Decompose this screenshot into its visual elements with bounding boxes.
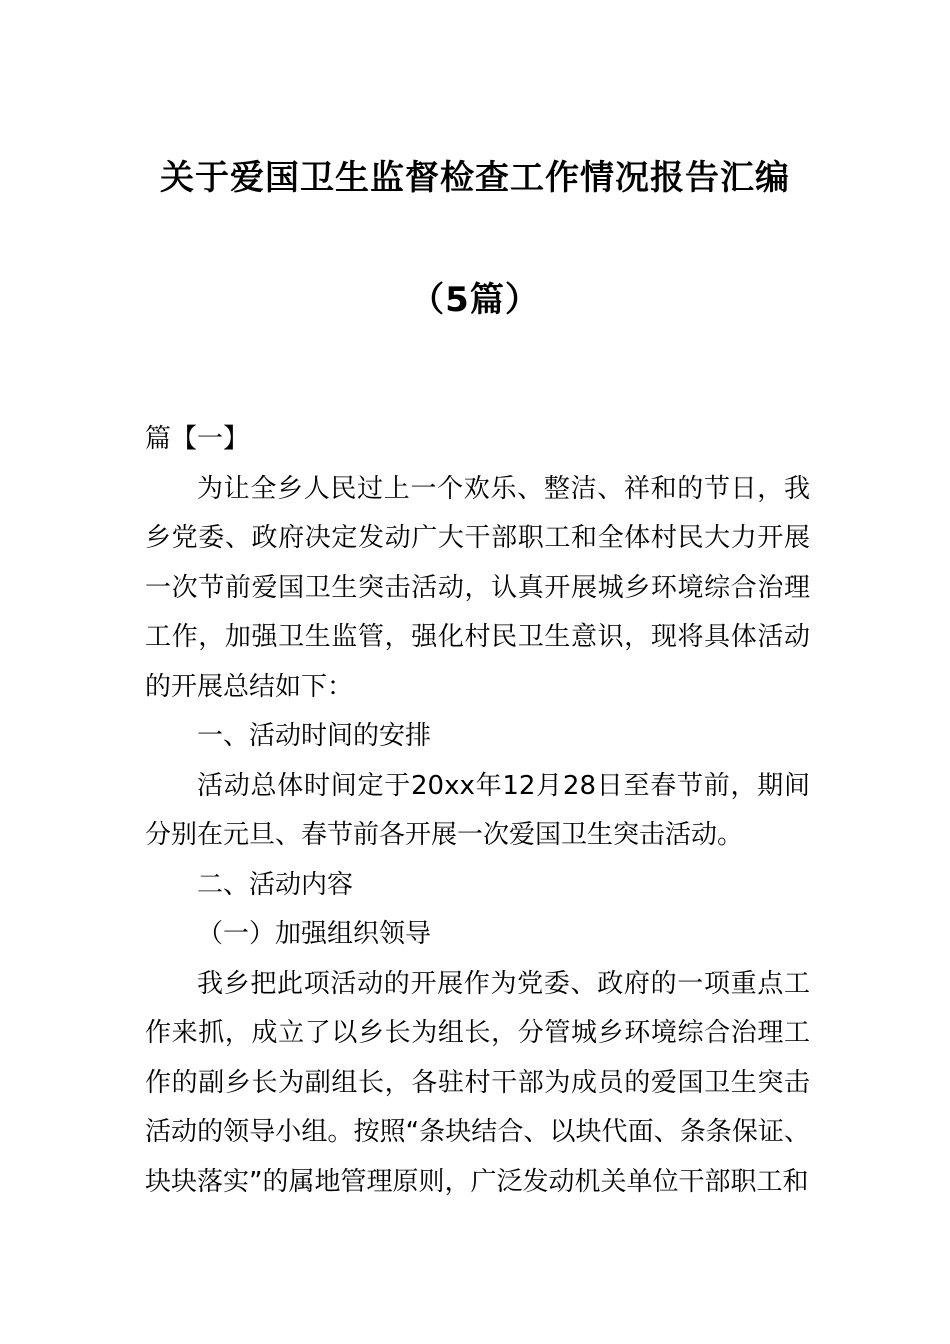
paragraph-activity-time: 活动总体时间定于20xx年12月28日至春节前，期间分别在元旦、春节前各开展一次爱国卫生突击活动。 (145, 770, 810, 850)
document-title: 关于爱国卫生监督检查工作情况报告汇编 (160, 158, 790, 198)
paragraph-organization: 我乡把此项活动的开展作为党委、政府的一项重点工作来抓，成立了以乡长为组长，分管城乡环境综合治理工作的副乡长为副组长，各驻村干部为成员的爱国卫生突击活动的领导小组。按照“条块结合、以块代面、条条保证、块块落实”的属地管理原则，广泛发动机关单位干部职工和 (145, 968, 810, 1197)
heading-activity-time: 一、活动时间的安排 (197, 721, 432, 751)
section-label: 篇【一】 (145, 424, 250, 454)
heading-activity-content: 二、活动内容 (197, 869, 354, 900)
paragraph-intro: 为让全乡人民过上一个欢乐、整洁、祥和的节日，我乡党委、政府决定发动广大干部职工和全体村民大力开展一次节前爱国卫生突击活动，认真开展城乡环境综合治理工作，加强卫生监管，强化村民卫生意识，现将具体活动的开展总结如下： (145, 473, 810, 702)
document-body (145, 415, 810, 1207)
document-title-count: （5篇） (410, 280, 540, 320)
subheading-organization: （一）加强组织领导 (197, 919, 432, 949)
